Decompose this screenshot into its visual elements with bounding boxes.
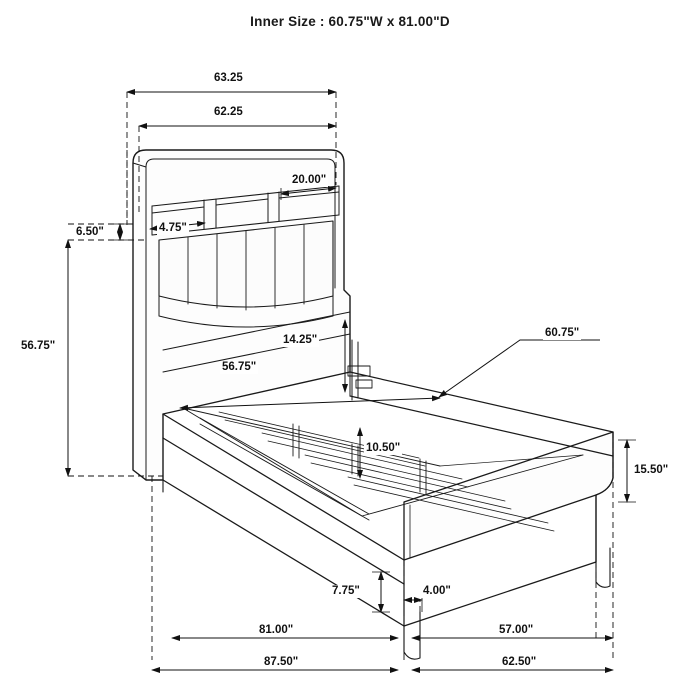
dim-label-shelf-width: 20.00" <box>292 174 327 186</box>
dim-label-rail-height: 15.50" <box>634 464 669 476</box>
dim-label-inner-depth: 60.75" <box>545 327 580 339</box>
dim-label-footboard-offset: 57.00" <box>499 624 534 636</box>
dim-label-slat-clearance: 10.50" <box>366 442 401 454</box>
dim-label-overall-depth: 62.50" <box>502 656 537 668</box>
dim-label-leg-width: 4.00" <box>423 585 451 597</box>
dim-label-headboard-width: 62.25 <box>214 106 243 118</box>
dim-label-headboard-height: 56.75" <box>21 340 56 352</box>
dim-label-overall-width-top: 63.25 <box>214 72 243 84</box>
dim-label-inner-width: 56.75" <box>222 361 257 373</box>
dim-label-shelf-depth: 4.75" <box>159 222 187 234</box>
page-title: Inner Size : 60.75"W x 81.00"D <box>250 14 450 29</box>
dim-label-shelf-height: 6.50" <box>76 226 104 238</box>
dim-label-rail-to-deck: 14.25" <box>283 334 318 346</box>
dim-label-overall-length: 87.50" <box>264 656 299 668</box>
dim-label-side-length: 81.00" <box>259 624 294 636</box>
dim-label-leg-height: 7.75" <box>332 585 360 597</box>
